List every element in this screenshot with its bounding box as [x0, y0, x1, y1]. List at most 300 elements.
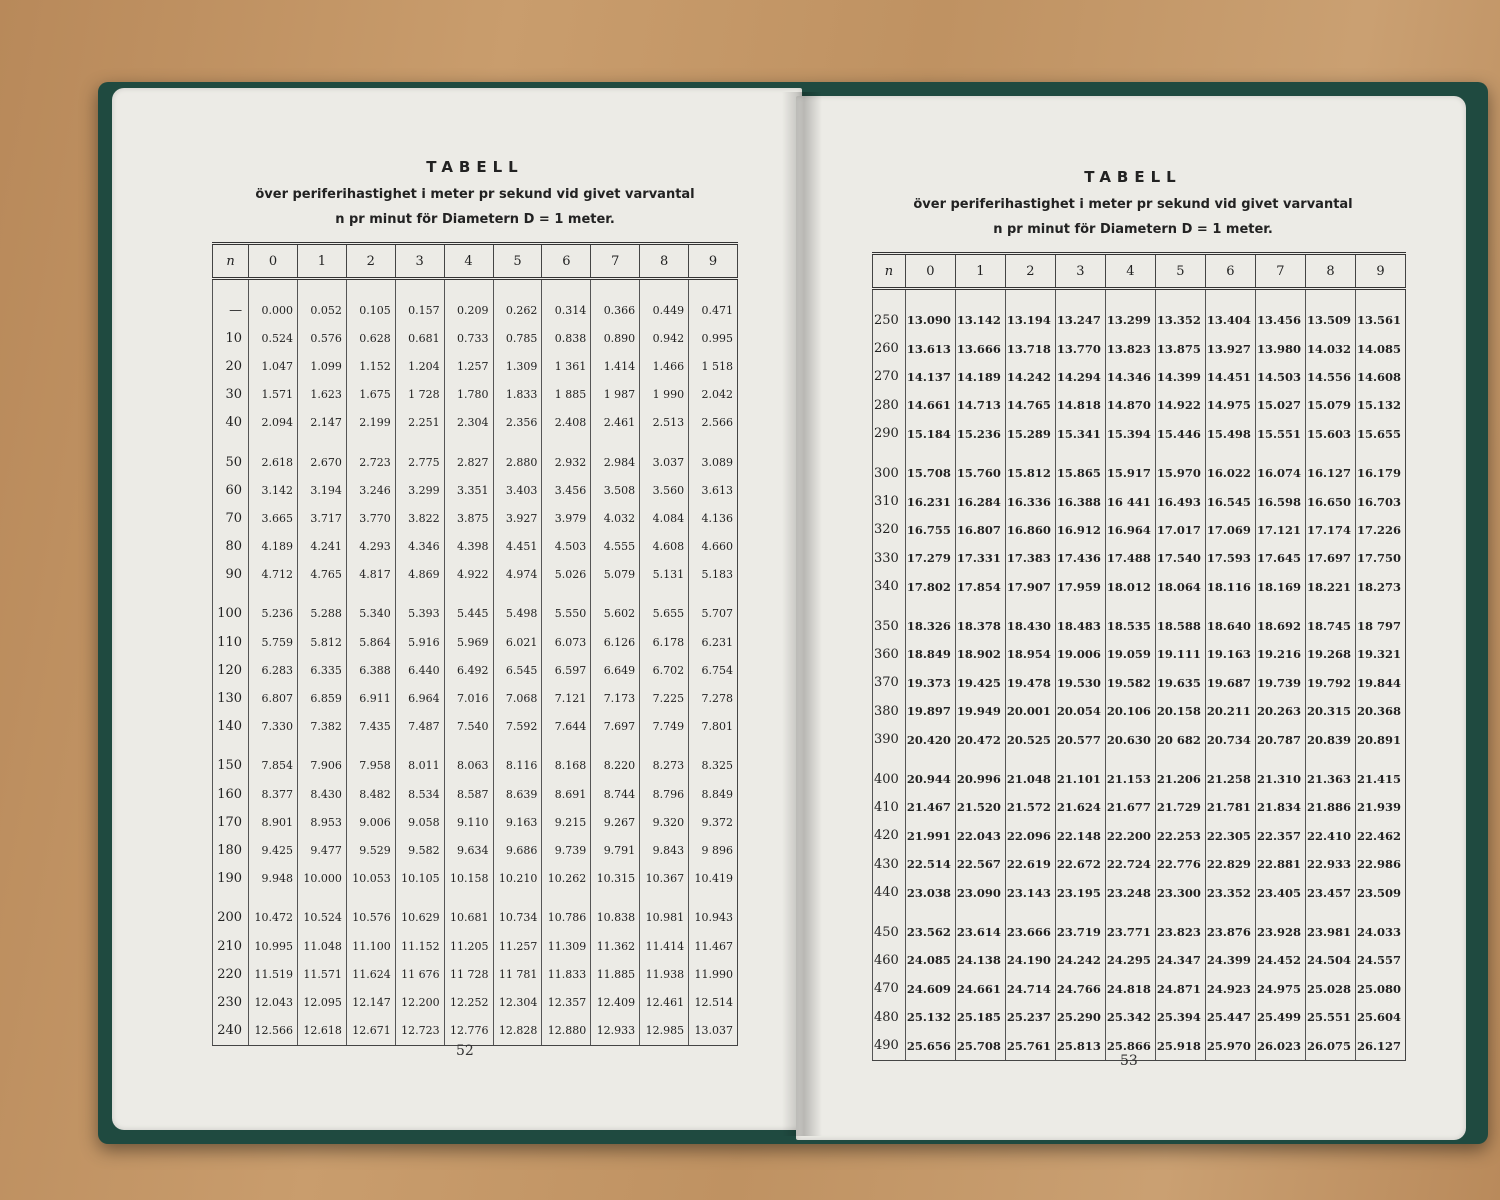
column-header-1: 1 — [297, 244, 346, 279]
table-cell: 22.148 — [1055, 822, 1105, 850]
table-cell: 19.792 — [1305, 669, 1355, 697]
table-cell: 16.022 — [1205, 448, 1255, 487]
table-cell: 14.713 — [955, 391, 1005, 419]
table-cell: 17.226 — [1355, 516, 1405, 544]
row-label-n: 420 — [873, 822, 906, 850]
table-cell: 22.096 — [1005, 822, 1055, 850]
table-cell: 22.305 — [1205, 822, 1255, 850]
table-row — [213, 437, 738, 476]
table-cell: 16.179 — [1355, 448, 1405, 487]
table-cell: 21.101 — [1055, 754, 1105, 793]
table-cell: 2.723 — [346, 437, 395, 476]
row-label-n: 210 — [213, 932, 249, 960]
table-cell: 20.944 — [905, 754, 955, 793]
row-label-n: 400 — [873, 754, 906, 793]
column-header-7: 7 — [1255, 254, 1305, 289]
table-cell: 13.456 — [1255, 306, 1305, 334]
table-cell: 0.890 — [591, 324, 640, 352]
table-cell: 6.964 — [395, 684, 444, 712]
table-cell: 19.530 — [1055, 669, 1105, 697]
table-cell: 17.331 — [955, 544, 1005, 572]
table-cell: 4.974 — [493, 561, 542, 589]
table-cell: 9.948 — [249, 865, 298, 893]
table-row — [873, 640, 1406, 668]
table-cell: 22.200 — [1105, 822, 1155, 850]
table-cell: 2.932 — [542, 437, 591, 476]
table-cell: 15.498 — [1205, 420, 1255, 448]
row-label-n: 80 — [213, 533, 249, 561]
table-cell: 17.854 — [955, 573, 1005, 601]
table-cell: 7.854 — [249, 741, 298, 780]
table-cell: 5.969 — [444, 628, 493, 656]
table-cell: 19.373 — [905, 669, 955, 697]
table-cell: 15.917 — [1105, 448, 1155, 487]
table-cell: 22.253 — [1155, 822, 1205, 850]
table-row — [213, 628, 738, 656]
table-cell: 5.393 — [395, 589, 444, 628]
table-cell: 10.943 — [689, 893, 738, 932]
table-cell: 25.866 — [1105, 1031, 1155, 1060]
table-cell: 25.499 — [1255, 1003, 1305, 1031]
right-page-number: 53 — [1120, 1053, 1138, 1069]
table-cell: 16.388 — [1055, 487, 1105, 515]
table-cell: 5.498 — [493, 589, 542, 628]
table-cell: 25.237 — [1005, 1003, 1055, 1031]
table-cell: 5.916 — [395, 628, 444, 656]
table-cell: 5.602 — [591, 589, 640, 628]
table-cell: 11.519 — [249, 960, 298, 988]
row-label-n: 140 — [213, 713, 249, 741]
table-cell: 2.251 — [395, 409, 444, 437]
table-cell: 16.493 — [1155, 487, 1205, 515]
table-cell: 18.273 — [1355, 573, 1405, 601]
table-row — [873, 391, 1406, 419]
table-row — [873, 946, 1406, 974]
table-cell: 16.284 — [955, 487, 1005, 515]
table-cell: 3.717 — [297, 504, 346, 532]
table-cell: 0.785 — [493, 324, 542, 352]
table-cell: 13.770 — [1055, 334, 1105, 362]
table-cell: 24.295 — [1105, 946, 1155, 974]
table-cell: 6.073 — [542, 628, 591, 656]
table-cell: 8.796 — [640, 780, 689, 808]
table-cell: 1.780 — [444, 381, 493, 409]
table-cell: 8.587 — [444, 780, 493, 808]
table-cell: 23.928 — [1255, 907, 1305, 946]
row-label-n: 330 — [873, 544, 906, 572]
table-cell: 25.447 — [1205, 1003, 1255, 1031]
table-cell: 10.000 — [297, 865, 346, 893]
table-cell: 15.236 — [955, 420, 1005, 448]
table-cell: 16.860 — [1005, 516, 1055, 544]
table-cell: 24.818 — [1105, 975, 1155, 1003]
table-cell: 8.116 — [493, 741, 542, 780]
row-label-n: 480 — [873, 1003, 906, 1031]
table-cell: 7.016 — [444, 684, 493, 712]
table-cell: 6.283 — [249, 656, 298, 684]
left-table-block — [212, 158, 738, 1046]
table-cell: 20.787 — [1255, 725, 1305, 753]
spacer-cell — [1305, 289, 1355, 307]
table-cell: 0.838 — [542, 324, 591, 352]
table-cell: 5.812 — [297, 628, 346, 656]
table-row — [213, 589, 738, 628]
table-cell: 22.776 — [1155, 850, 1205, 878]
table-cell: 20 682 — [1155, 725, 1205, 753]
table-cell: 14.975 — [1205, 391, 1255, 419]
table-cell: 11 781 — [493, 960, 542, 988]
table-cell: 10.786 — [542, 893, 591, 932]
table-cell: 12.618 — [297, 1017, 346, 1046]
table-cell: 1.571 — [249, 381, 298, 409]
table-cell: 21.153 — [1105, 754, 1155, 793]
table-row — [873, 1031, 1406, 1060]
table-cell: 7.278 — [689, 684, 738, 712]
row-label-n: 360 — [873, 640, 906, 668]
table-cell: 18 797 — [1355, 601, 1405, 640]
table-cell: 18.430 — [1005, 601, 1055, 640]
table-cell: 3.508 — [591, 476, 640, 504]
table-cell: 23.352 — [1205, 878, 1255, 906]
table-cell: 3.979 — [542, 504, 591, 532]
table-cell: 7.225 — [640, 684, 689, 712]
table-cell: 7.487 — [395, 713, 444, 741]
table-cell: 21.415 — [1355, 754, 1405, 793]
table-cell: 7.958 — [346, 741, 395, 780]
table-cell: 7.801 — [689, 713, 738, 741]
row-label-n: 290 — [873, 420, 906, 448]
table-cell: 6.754 — [689, 656, 738, 684]
table-cell: 16.755 — [905, 516, 955, 544]
table-cell: 15.760 — [955, 448, 1005, 487]
column-header-1: 1 — [955, 254, 1005, 289]
table-cell: 17.174 — [1305, 516, 1355, 544]
column-header-0: 0 — [905, 254, 955, 289]
table-cell: 3.142 — [249, 476, 298, 504]
table-cell: 23.457 — [1305, 878, 1355, 906]
table-row — [213, 296, 738, 324]
table-cell: 14.818 — [1055, 391, 1105, 419]
table-cell: 12.461 — [640, 988, 689, 1016]
table-cell: 11.152 — [395, 932, 444, 960]
table-cell: 25.918 — [1155, 1031, 1205, 1060]
table-cell: 19.582 — [1105, 669, 1155, 697]
table-cell: 21.206 — [1155, 754, 1205, 793]
table-cell: 25.342 — [1105, 1003, 1155, 1031]
table-cell: 11.257 — [493, 932, 542, 960]
table-cell: 6.021 — [493, 628, 542, 656]
table-cell: 26.075 — [1305, 1031, 1355, 1060]
table-cell: 12.514 — [689, 988, 738, 1016]
table-cell: 3.089 — [689, 437, 738, 476]
table-row — [213, 476, 738, 504]
table-cell: 20.263 — [1255, 697, 1305, 725]
table-cell: 4.241 — [297, 533, 346, 561]
table-row — [873, 516, 1406, 544]
table-cell: 13.247 — [1055, 306, 1105, 334]
left-subtitle-line-2: n pr minut för Diametern D = 1 meter. — [335, 212, 615, 227]
table-cell: 24.504 — [1305, 946, 1355, 974]
table-cell: 8.011 — [395, 741, 444, 780]
table-cell: 12.357 — [542, 988, 591, 1016]
table-cell: 17.697 — [1305, 544, 1355, 572]
table-row — [213, 561, 738, 589]
table-cell: 9.267 — [591, 808, 640, 836]
table-cell: 2.199 — [346, 409, 395, 437]
table-row — [213, 1017, 738, 1046]
row-label-n: 230 — [213, 988, 249, 1016]
table-cell: 4.922 — [444, 561, 493, 589]
table-cell: 7.644 — [542, 713, 591, 741]
table-cell: 3.613 — [689, 476, 738, 504]
table-cell: 6.492 — [444, 656, 493, 684]
column-header-n: n — [213, 244, 249, 279]
table-cell: 15.812 — [1005, 448, 1055, 487]
table-cell: 12.252 — [444, 988, 493, 1016]
table-cell: 15.446 — [1155, 420, 1205, 448]
table-cell: 22.357 — [1255, 822, 1305, 850]
column-header-5: 5 — [1155, 254, 1205, 289]
table-cell: 22.514 — [905, 850, 955, 878]
table-cell: 1.675 — [346, 381, 395, 409]
table-cell: 0.471 — [689, 296, 738, 324]
table-cell: 8.168 — [542, 741, 591, 780]
table-cell: 11.571 — [297, 960, 346, 988]
header-spacer-row — [213, 279, 738, 297]
table-cell: 25.551 — [1305, 1003, 1355, 1031]
spacer-cell — [297, 279, 346, 297]
table-cell: 14.399 — [1155, 363, 1205, 391]
column-header-8: 8 — [640, 244, 689, 279]
table-cell: 1 990 — [640, 381, 689, 409]
table-cell: 4.817 — [346, 561, 395, 589]
table-cell: 10.472 — [249, 893, 298, 932]
spacer-cell — [542, 279, 591, 297]
row-label-n: 430 — [873, 850, 906, 878]
table-cell: 1.099 — [297, 352, 346, 380]
table-cell: 16.964 — [1105, 516, 1155, 544]
right-table-block — [872, 168, 1401, 1061]
row-label-n: 220 — [213, 960, 249, 988]
table-cell: 23.719 — [1055, 907, 1105, 946]
spacer-cell — [689, 279, 738, 297]
table-cell: 19.216 — [1255, 640, 1305, 668]
row-label-n: 440 — [873, 878, 906, 906]
row-label-n: 110 — [213, 628, 249, 656]
table-cell: 6.545 — [493, 656, 542, 684]
table-cell: 2.356 — [493, 409, 542, 437]
table-cell: 21.258 — [1205, 754, 1255, 793]
table-cell: 19.635 — [1155, 669, 1205, 697]
table-cell: 15.184 — [905, 420, 955, 448]
table-cell: 11.938 — [640, 960, 689, 988]
table-cell: 11 676 — [395, 960, 444, 988]
table-cell: 9.163 — [493, 808, 542, 836]
table-cell: 12.671 — [346, 1017, 395, 1046]
table-cell: 25.185 — [955, 1003, 1005, 1031]
table-cell: 9.320 — [640, 808, 689, 836]
table-cell: 8.639 — [493, 780, 542, 808]
table-row — [213, 381, 738, 409]
table-cell: 24.766 — [1055, 975, 1105, 1003]
table-cell: 17.645 — [1255, 544, 1305, 572]
spacer-cell — [1255, 289, 1305, 307]
table-cell: 5.864 — [346, 628, 395, 656]
table-cell: 14.085 — [1355, 334, 1405, 362]
table-cell: 14.870 — [1105, 391, 1155, 419]
table-cell: 15.341 — [1055, 420, 1105, 448]
table-cell: 18.012 — [1105, 573, 1155, 601]
table-cell: 19.006 — [1055, 640, 1105, 668]
table-cell: 23.562 — [905, 907, 955, 946]
table-cell: 13.718 — [1005, 334, 1055, 362]
table-cell: 5.340 — [346, 589, 395, 628]
table-cell: 23.090 — [955, 878, 1005, 906]
table-cell: 8.325 — [689, 741, 738, 780]
table-cell: 4.765 — [297, 561, 346, 589]
table-cell: 19.059 — [1105, 640, 1155, 668]
column-header-2: 2 — [1005, 254, 1055, 289]
table-cell: 12.200 — [395, 988, 444, 1016]
spacer-cell — [346, 279, 395, 297]
table-cell: 3.403 — [493, 476, 542, 504]
table-cell: 18.745 — [1305, 601, 1355, 640]
table-cell: 10.419 — [689, 865, 738, 893]
table-cell: 21.048 — [1005, 754, 1055, 793]
table-cell: 13.194 — [1005, 306, 1055, 334]
table-cell: 14.661 — [905, 391, 955, 419]
table-cell: 11 728 — [444, 960, 493, 988]
table-cell: 9.739 — [542, 836, 591, 864]
row-label-n: 350 — [873, 601, 906, 640]
table-cell: 21.886 — [1305, 793, 1355, 821]
table-cell: 3.456 — [542, 476, 591, 504]
table-cell: 5.655 — [640, 589, 689, 628]
table-cell: 0.366 — [591, 296, 640, 324]
table-cell: 11.205 — [444, 932, 493, 960]
table-cell: 23.038 — [905, 878, 955, 906]
table-cell: 13.352 — [1155, 306, 1205, 334]
table-row — [873, 573, 1406, 601]
left-page-title: TABELL — [426, 158, 524, 176]
table-cell: 12.880 — [542, 1017, 591, 1046]
table-cell: 19.739 — [1255, 669, 1305, 697]
spacer-cell — [213, 279, 249, 297]
table-cell: 14.346 — [1105, 363, 1155, 391]
table-cell: 1.204 — [395, 352, 444, 380]
table-cell: 6.807 — [249, 684, 298, 712]
row-label-n: 20 — [213, 352, 249, 380]
table-row — [213, 352, 738, 380]
row-label-n: 70 — [213, 504, 249, 532]
table-cell: 22.881 — [1255, 850, 1305, 878]
table-cell: 24.452 — [1255, 946, 1305, 974]
table-cell: 9.529 — [346, 836, 395, 864]
table-cell: 26.023 — [1255, 1031, 1305, 1060]
row-label-n: 410 — [873, 793, 906, 821]
spacer-cell — [955, 289, 1005, 307]
table-cell: 23.771 — [1105, 907, 1155, 946]
table-cell: 17.593 — [1205, 544, 1255, 572]
table-cell: 20.106 — [1105, 697, 1155, 725]
table-cell: 20.996 — [955, 754, 1005, 793]
row-label-n: 240 — [213, 1017, 249, 1046]
table-cell: 7.435 — [346, 713, 395, 741]
table-cell: 11.624 — [346, 960, 395, 988]
table-cell: 15.865 — [1055, 448, 1105, 487]
table-cell: 10.981 — [640, 893, 689, 932]
table-cell: 8.849 — [689, 780, 738, 808]
table-cell: 22.410 — [1305, 822, 1355, 850]
table-cell: 3.299 — [395, 476, 444, 504]
table-row — [873, 725, 1406, 753]
table-cell: 9.477 — [297, 836, 346, 864]
table-cell: 8.430 — [297, 780, 346, 808]
column-header-5: 5 — [493, 244, 542, 279]
table-cell: 16.912 — [1055, 516, 1105, 544]
table-cell: 21.677 — [1105, 793, 1155, 821]
table-cell: 6.649 — [591, 656, 640, 684]
table-cell: 14.294 — [1055, 363, 1105, 391]
table-cell: 8.953 — [297, 808, 346, 836]
table-cell: 18.692 — [1255, 601, 1305, 640]
column-header-3: 3 — [395, 244, 444, 279]
table-cell: 21.781 — [1205, 793, 1255, 821]
table-cell: 16.545 — [1205, 487, 1255, 515]
table-cell: 18.064 — [1155, 573, 1205, 601]
table-cell: 4.293 — [346, 533, 395, 561]
spacer-cell — [1205, 289, 1255, 307]
table-cell: 17.488 — [1105, 544, 1155, 572]
row-label-n: 390 — [873, 725, 906, 753]
table-cell: 6.231 — [689, 628, 738, 656]
table-cell: 20.472 — [955, 725, 1005, 753]
table-cell: 1.047 — [249, 352, 298, 380]
table-cell: 5.707 — [689, 589, 738, 628]
table-cell: 21.363 — [1305, 754, 1355, 793]
table-cell: 7.173 — [591, 684, 640, 712]
table-cell: 18.535 — [1105, 601, 1155, 640]
table-cell: 20.158 — [1155, 697, 1205, 725]
table-cell: 15.394 — [1105, 420, 1155, 448]
table-cell: 16.127 — [1305, 448, 1355, 487]
table-cell: 6.597 — [542, 656, 591, 684]
table-cell: 2.461 — [591, 409, 640, 437]
table-row — [873, 793, 1406, 821]
table-cell: 17.017 — [1155, 516, 1205, 544]
table-cell: 17.383 — [1005, 544, 1055, 572]
table-cell: 1.833 — [493, 381, 542, 409]
table-cell: 10.629 — [395, 893, 444, 932]
row-label-n: 130 — [213, 684, 249, 712]
table-cell: 23.405 — [1255, 878, 1305, 906]
table-cell: 24.609 — [905, 975, 955, 1003]
table-cell: 22.724 — [1105, 850, 1155, 878]
table-row — [213, 960, 738, 988]
table-cell: 16 441 — [1105, 487, 1155, 515]
table-cell: 20.630 — [1105, 725, 1155, 753]
table-cell: 13.037 — [689, 1017, 738, 1046]
table-cell: 25.970 — [1205, 1031, 1255, 1060]
table-cell: 21.834 — [1255, 793, 1305, 821]
row-label-n: 450 — [873, 907, 906, 946]
table-cell: 24.923 — [1205, 975, 1255, 1003]
table-cell: 21.572 — [1005, 793, 1055, 821]
row-label-n: 470 — [873, 975, 906, 1003]
table-row — [873, 697, 1406, 725]
table-cell: 22.619 — [1005, 850, 1055, 878]
table-cell: 17.121 — [1255, 516, 1305, 544]
